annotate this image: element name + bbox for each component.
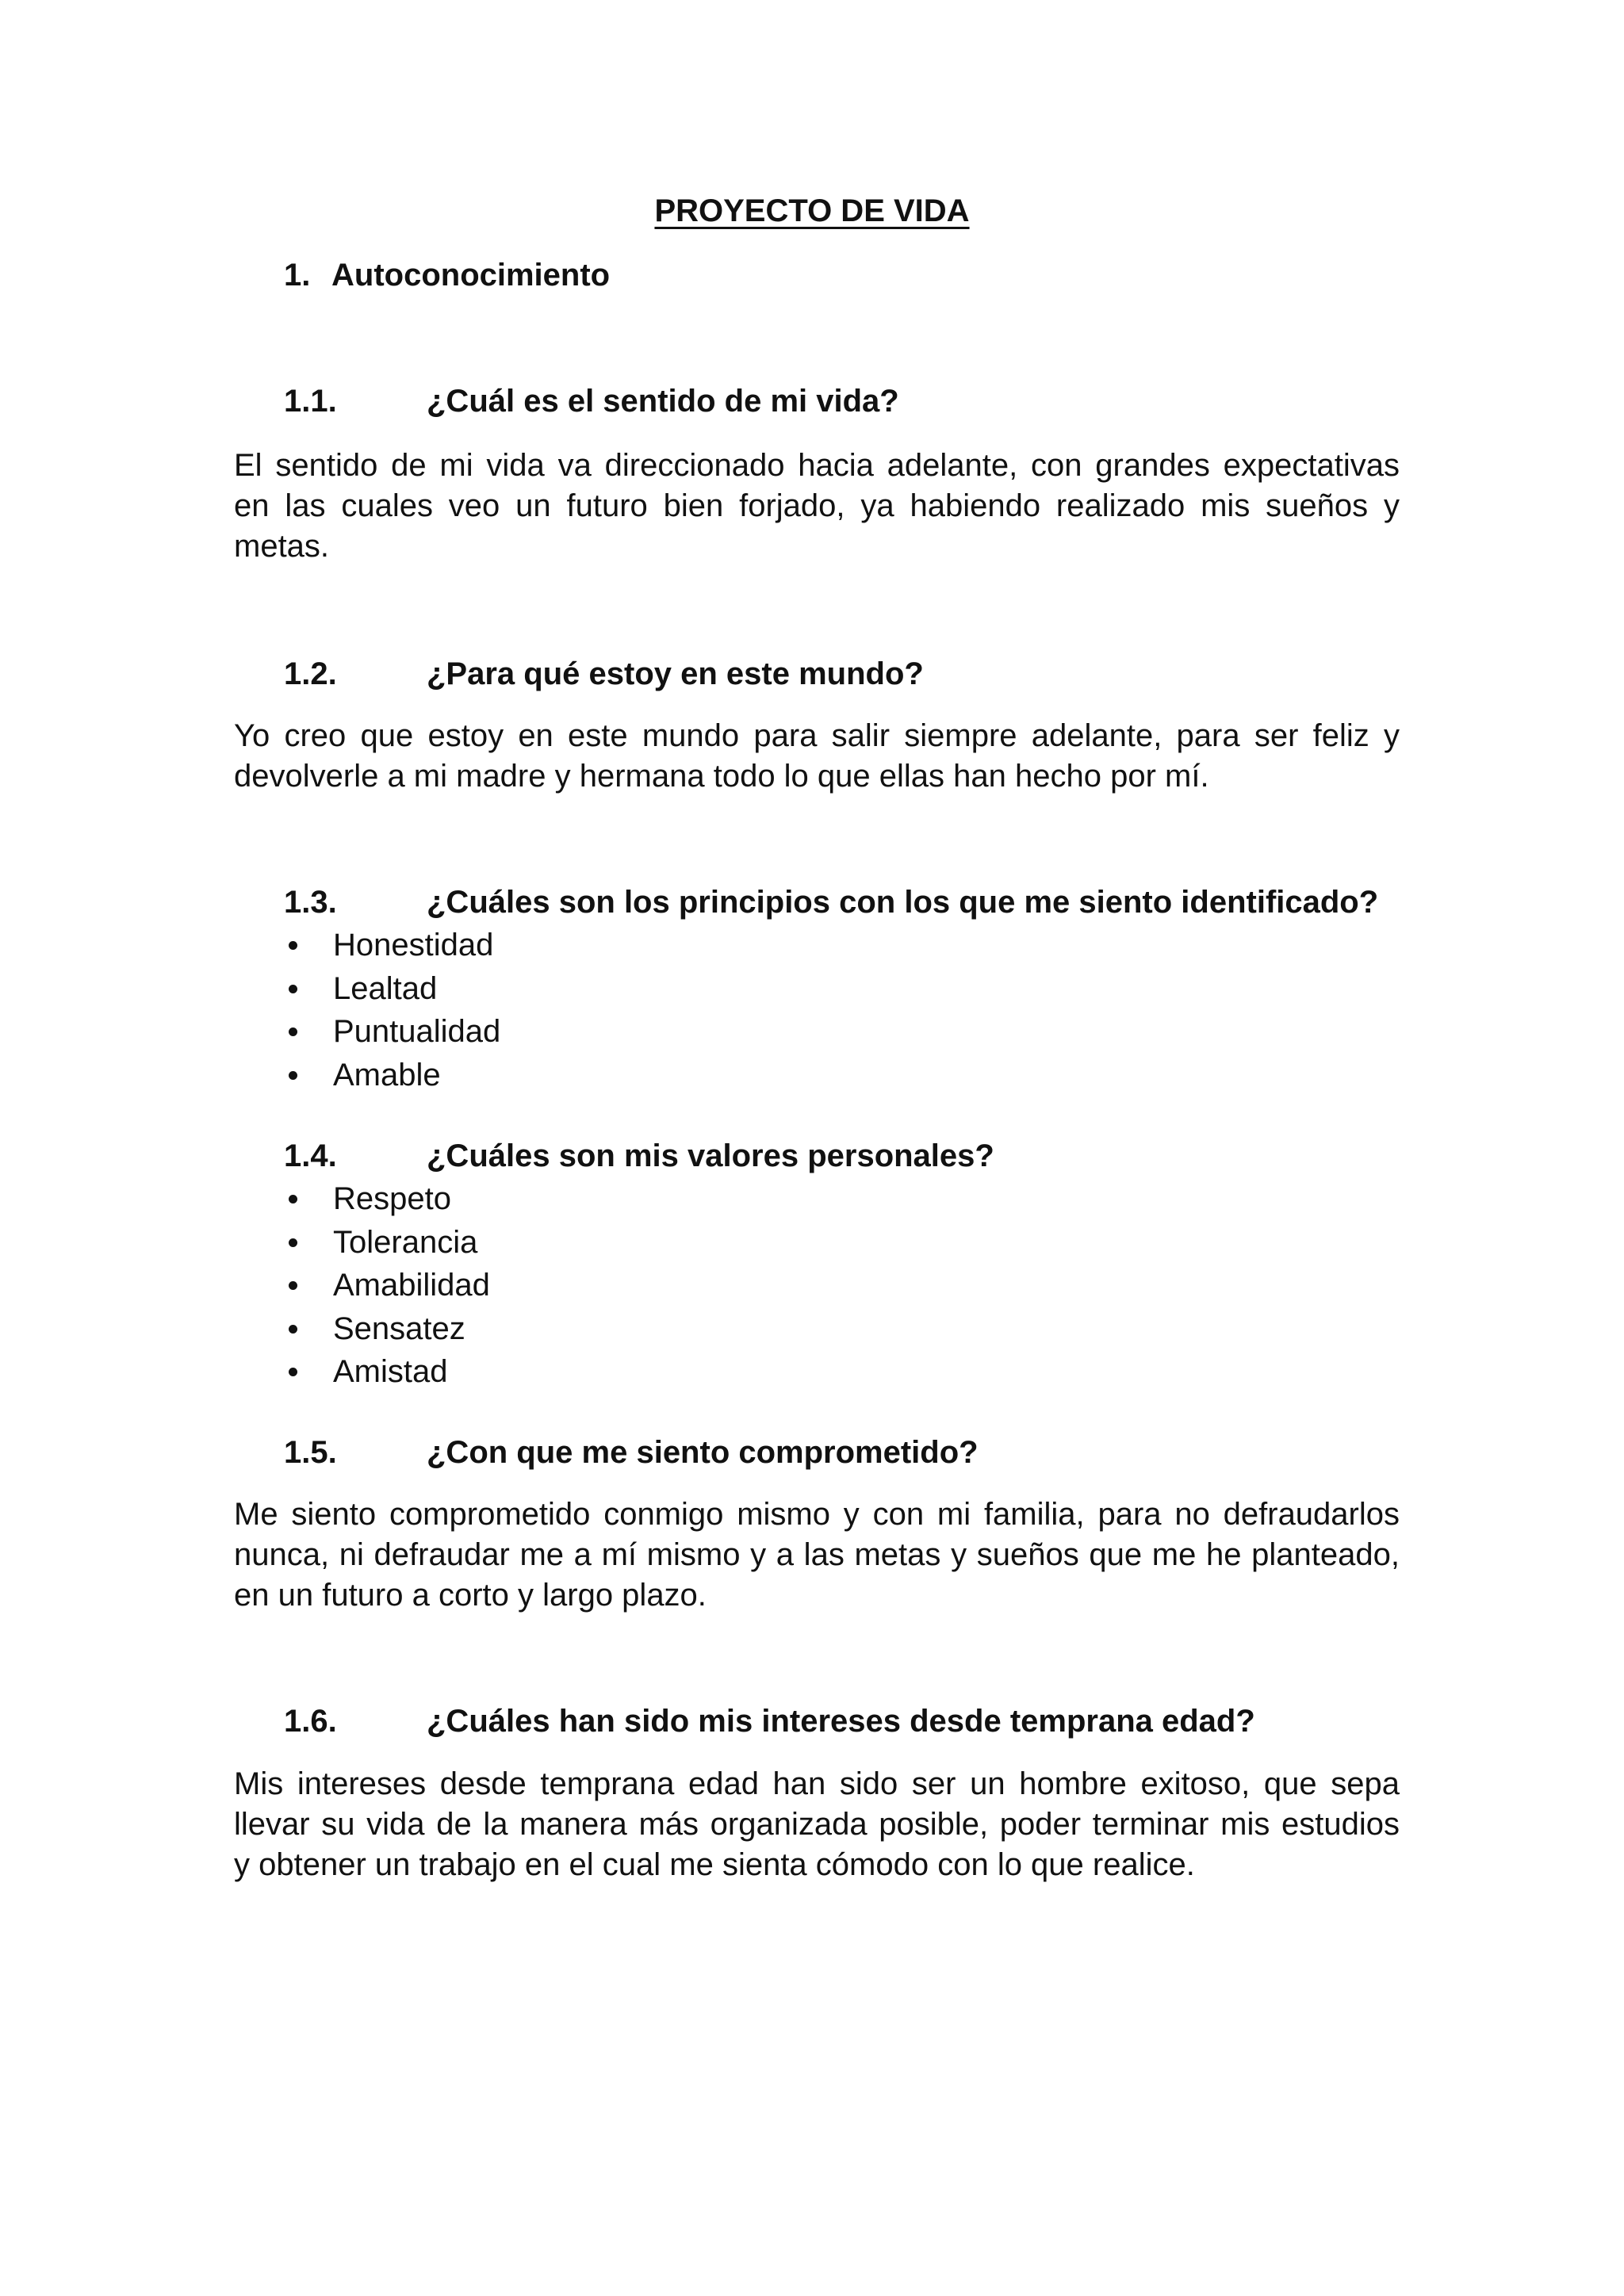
bullet-icon [289,1368,297,1376]
answer-line: Mis intereses desde temprana edad han sido ser un hombre exitoso, que sepa [234,1766,1400,1801]
bullet-icon [289,941,297,950]
list-item: Puntualidad [284,1010,500,1054]
answer-paragraph-1-6 [234,1764,1400,1885]
list-item: Honestidad [284,924,500,967]
question-number: 1.1. [284,384,337,419]
bullet-icon [289,985,297,993]
answer-line: metas. [234,529,330,564]
question-heading-1-1 [284,379,899,423]
question-heading-1-5 [284,1430,979,1475]
question-number: 1.2. [284,656,337,691]
answer-line: El sentido de mi vida va direccionado hacia adelante, con grandes expectativas [234,448,1400,483]
section-label: Autoconocimiento [331,258,611,293]
answer-line: devolverle a mi madre y hermana todo lo que ellas han hecho por mí. [234,759,1209,794]
list-item: Lealtad [284,967,500,1011]
question-label: ¿Con que me siento comprometido? [427,1435,979,1470]
list-item: Amistad [284,1350,490,1394]
question-label: ¿Cuál es el sentido de mi vida? [427,384,899,419]
answer-line: en las cuales veo un futuro bien forjado, ya habiendo realizado mis sueños y [234,488,1400,523]
question-number: 1.6. [284,1704,337,1739]
question-number: 1.4. [284,1138,337,1173]
question-label: ¿Cuáles son los principios con los que me siento identificado? [427,885,1379,920]
bullet-icon [289,1325,297,1334]
question-heading-1-2 [284,652,924,696]
question-label: ¿Cuáles han sido mis intereses desde temprana edad? [427,1704,1255,1739]
bullet-icon [289,1281,297,1290]
list-item: Amabilidad [284,1264,490,1307]
question-label: ¿Para qué estoy en este mundo? [427,656,924,691]
question-number: 1.3. [284,885,337,920]
values-list [284,1177,490,1394]
answer-paragraph-1-5 [234,1494,1400,1616]
list-item: Respeto [284,1177,490,1221]
bullet-icon [289,1071,297,1080]
list-item: Amable [284,1054,500,1097]
bullet-icon [289,1195,297,1203]
section-heading [284,253,610,297]
question-number: 1.5. [284,1435,337,1470]
bullet-icon [289,1027,297,1036]
answer-line: nunca, ni defraudar me a mí mismo y a las metas y sueños que me he planteado, [234,1537,1400,1572]
list-item: Sensatez [284,1307,490,1351]
answer-line: llevar su vida de la manera más organizada posible, poder terminar mis estudios [234,1807,1400,1842]
section-number: 1. [284,258,311,293]
question-label: ¿Cuáles son mis valores personales? [427,1138,994,1173]
answer-paragraph-1-1 [234,446,1400,567]
question-heading-1-3 [284,880,1378,924]
answer-line: Yo creo que estoy en este mundo para salir siempre adelante, para ser feliz y [234,718,1400,753]
answer-line: y obtener un trabajo en el cual me sienta cómodo con lo que realice. [234,1847,1195,1882]
answer-line: Me siento comprometido conmigo mismo y con mi familia, para no defraudarlos [234,1497,1400,1532]
principles-list [284,924,500,1096]
list-item: Tolerancia [284,1221,490,1265]
answer-line: en un futuro a corto y largo plazo. [234,1578,707,1613]
question-heading-1-6 [284,1699,1255,1743]
document-title: PROYECTO DE VIDA [654,193,970,228]
question-heading-1-4 [284,1134,994,1178]
bullet-icon [289,1238,297,1247]
answer-paragraph-1-2 [234,716,1400,797]
